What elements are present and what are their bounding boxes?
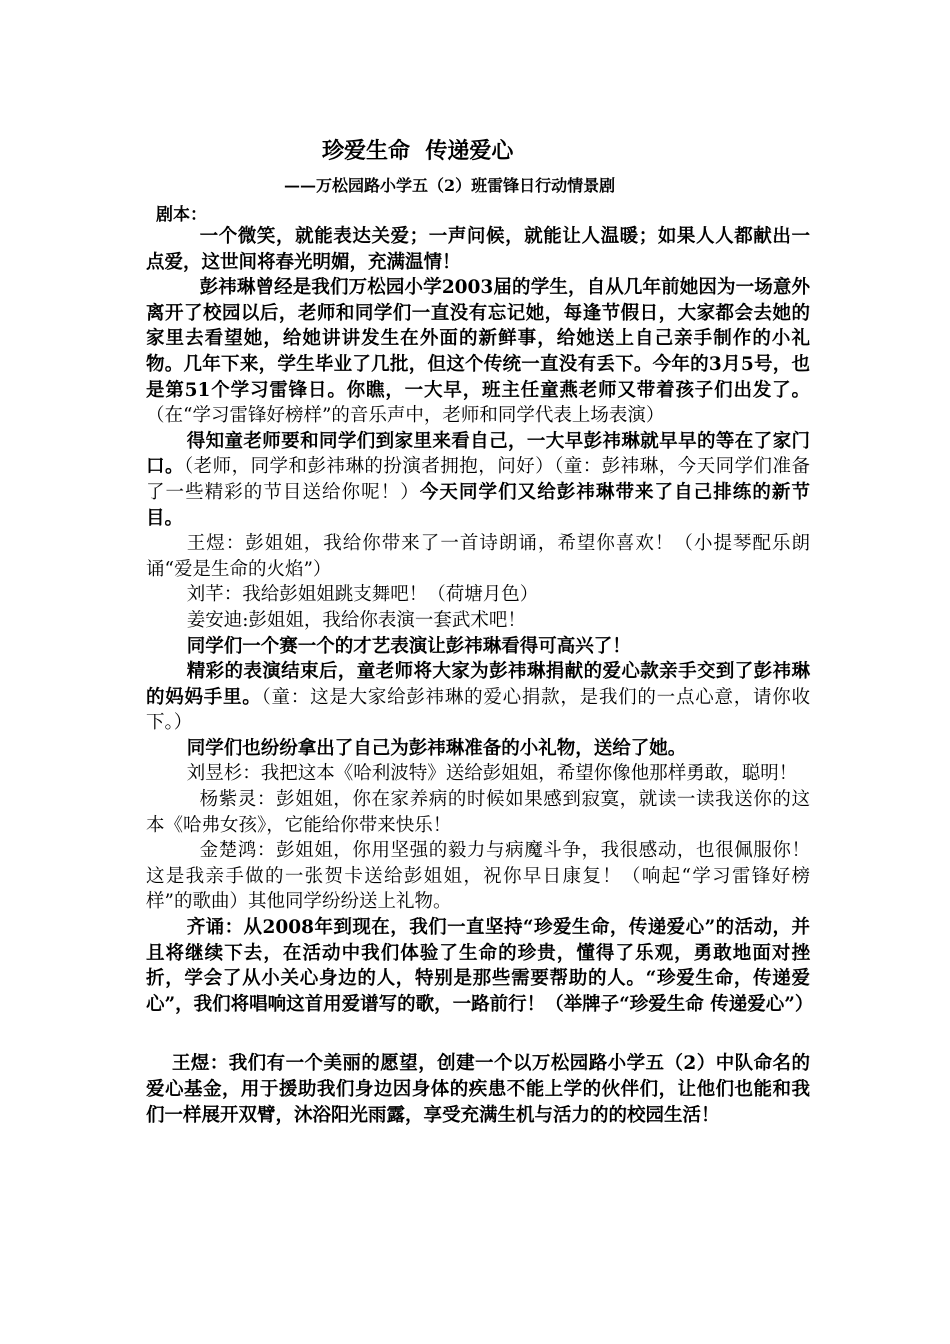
paragraph	[146, 1051, 810, 1128]
dialogue-line	[146, 838, 810, 915]
dialogue-text: 刘芊：我给彭姐姐跳支舞吧！（荷塘月色）	[186, 584, 539, 606]
dialogue-line	[146, 608, 810, 634]
document-title: 珍爱生命 传递爱心	[322, 138, 514, 164]
stage-direction: （在“学习雷锋好榜样”的音乐声中，老师和同学代表上场表演）	[146, 405, 665, 427]
paragraph	[146, 659, 810, 736]
stage-direction: （老师，同学和彭祎琳的扮演者拥抱，问好）（童：彭祎琳，今天同学们准备了一些精彩的节目送给你呢！）	[146, 456, 810, 503]
script-label: 剧本：	[156, 205, 207, 225]
paragraph	[146, 224, 810, 275]
dialogue-line	[146, 787, 810, 838]
paragraph-text: 齐诵：从2008年到现在，我们一直坚持“珍爱生命，传递爱心”的活动，并且将继续下去，在活动中我们体验了生命的珍贵，懂得了乐观，勇敢地面对挫折，学会了从小关心身边的人，特别是那些需要帮助的人。“珍爱生命，传递爱心”，我们将唱响这首用爱谱写的歌，一路前行！（举牌子“珍爱生命 传递爱心”）	[146, 917, 814, 1015]
dialogue-text: 金楚鸿：彭姐姐，你用坚强的毅力与病魔斗争，我很感动，也很佩服你！这是我亲手做的一张贺卡送给彭姐姐，祝你早日康复！（响起“学习雷锋好榜样”的歌曲）其他同学纷纷送上礼物。	[146, 840, 810, 913]
paragraph-text: 彭祎琳曾经是我们万松园小学2003届的学生，自从几年前她因为一场意外离开了校园以后，老师和同学们一直没有忘记她，每逢节假日，大家都会去她的家里去看望她，给她讲讲发生在外面的新鲜事，给她送上自己亲手制作的小礼物。几年下来，学生毕业了几批，但这个传统一直没有丢下。今年的3月5号，也是第51个学习雷锋日。你瞧，一大早，班主任童燕老师又带着孩子们出发了。	[146, 277, 810, 401]
paragraph	[146, 429, 810, 531]
paragraph	[146, 915, 814, 1017]
dialogue-text: 王煜：彭姐姐，我给你带来了一首诗朗诵，希望你喜欢！（小提琴配乐朗诵“爱是生命的火焰”）	[146, 533, 810, 580]
paragraph	[146, 736, 810, 762]
dialogue-line	[146, 761, 810, 787]
paragraph-text: 一个微笑，就能表达关爱；一声问候，就能让人温暖；如果人人都献出一点爱，这世间将春光明媚，充满温情！	[146, 226, 810, 273]
paragraph-text: 王煜：我们有一个美丽的愿望，创建一个以万松园路小学五（2）中队命名的爱心基金，用于援助我们身边因身体的疾患不能上学的伙伴们，让他们也能和我们一样展开双臂，沐浴阳光雨露，享受充满生机与活力的的校园生活！	[146, 1053, 810, 1126]
stage-direction: （童：这是大家给彭祎琳的爱心捐款，是我们的一点心意，请你收下。）	[146, 686, 810, 734]
paragraph-text: 同学们也纷纷拿出了自己为彭祎琳准备的小礼物，送给了她。	[186, 737, 687, 759]
paragraph-text: 精彩的表演结束后，童老师将大家为彭祎琳捐献的爱心款亲手交到了彭祎琳的妈妈手里。	[146, 661, 810, 708]
dialogue-line	[146, 582, 810, 608]
dialogue-text: 杨紫灵：彭姐姐，你在家养病的时候如果感到寂寞，就读一读我送你的这本《哈弗女孩》，它能给你带来快乐！	[146, 789, 810, 836]
document-subtitle: ——万松园路小学五（2）班雷锋日行动情景剧	[284, 176, 616, 195]
paragraph	[146, 634, 810, 660]
paragraph	[146, 275, 810, 429]
spacer	[146, 1017, 810, 1051]
dialogue-text: 姜安迪:彭姐姐，我给你表演一套武术吧！	[186, 609, 526, 631]
document-body	[146, 224, 814, 1128]
paragraph-text: 同学们一个赛一个的才艺表演让彭祎琳看得可高兴了！	[186, 635, 631, 657]
paragraph-text: 得知童老师要和同学们到家里来看自己，一大早彭祎琳就早早的等在了家门口。	[146, 430, 810, 478]
paragraph-text: 今天同学们又给彭祎琳带来了自己排练的新节目。	[146, 481, 810, 529]
dialogue-line	[146, 531, 810, 582]
closing-section	[146, 1051, 810, 1128]
dialogue-text: 刘昱杉：我把这本《哈利波特》送给彭姐姐，希望你像他那样勇敢，聪明！	[186, 763, 798, 785]
